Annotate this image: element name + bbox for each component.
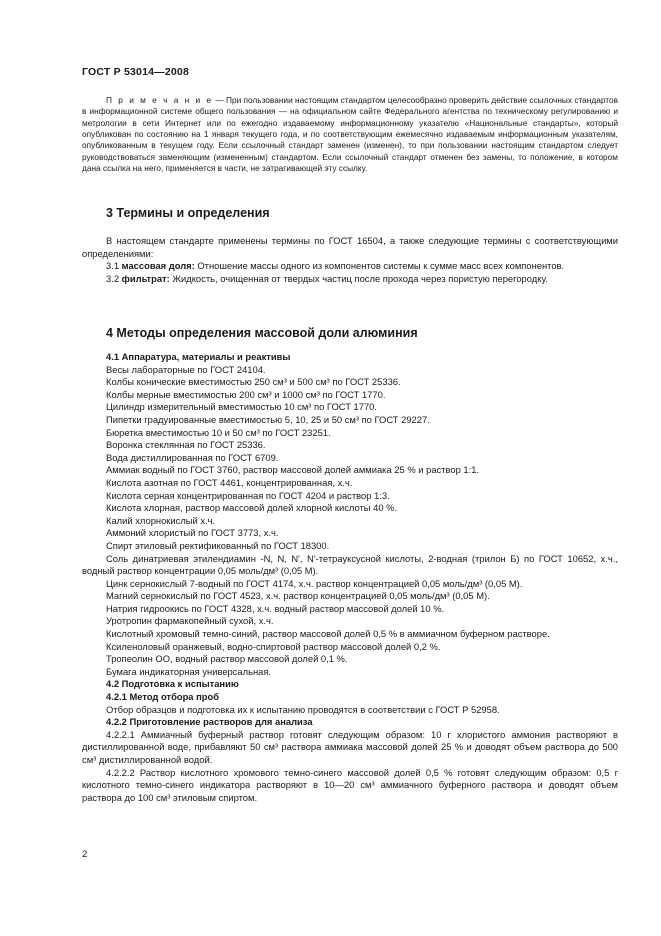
list-item: Спирт этиловый ректификованный по ГОСТ 18300. [106, 539, 330, 551]
list-item: Воронка стеклянная по ГОСТ 25336. [106, 439, 266, 451]
term-3-1-definition: Отношение массы одного из компонентов системы к сумме масс всех компонентов. [194, 260, 565, 272]
list-item: Кислота серная концентрированная по ГОСТ 4204 и раствор 1:3. [106, 489, 390, 501]
subsection-4-2-2-heading: 4.2.2 Приготовление растворов для анализа [106, 716, 313, 728]
section-4-body [82, 351, 618, 804]
section-4-heading: 4 Методы определения массовой доли алюминия [106, 326, 418, 340]
subsection-4-2-heading: 4.2 Подготовка к испытанию [106, 678, 239, 690]
list-item: Соль динатриевая этилендиамин -N, N, N', N'-тетрауксусной кислоты, 2-водная (трилон Б) по ГОСТ 10652, х.ч., водный раствор концентрации 0,05 моль/дм³ (0,05 М). [82, 552, 618, 577]
list-item: Натрия гидроокись по ГОСТ 4328, х.ч. водный раствор массовой долей 10 %. [106, 602, 445, 614]
list-item: Пипетки градуированные вместимостью 5, 10, 25 и 50 см³ по ГОСТ 29227. [106, 413, 430, 425]
term-3-1: 3.1 массовая доля: Отношение массы одного из компонентов системы к сумме масс всех компонентов. [106, 260, 565, 272]
note-block [82, 95, 618, 174]
section-3-intro: В настоящем стандарте применены термины по ГОСТ 16504, а также следующие термины с соответствующими определениями: [82, 235, 618, 259]
list-item: Весы лабораторные по ГОСТ 24104. [106, 363, 266, 375]
list-item: Кислотный хромовый темно-синий, раствор массовой долей 0,5 % в аммиачном буферном растворе. [106, 628, 550, 640]
note-text: — При пользовании настоящим стандартом целесообразно проверить действие ссылочных стандартов в информационной системе общего пользования — на официальном сайте Федерального агентства по техническому регулированию и метрологии в сети Интернет или по ежегодно издаваемому информационному указателю «Национальные стандарты», который опубликован по состоянию на 1 января текущего года, и по соответствующим ежемесячно издаваемым информационным указателям, опубликованным в текущем году. Если ссылочный стандарт заменен (изменен), то при пользовании настоящим стандартом следует руководствоваться заменяющим (измененным) стандартом. Если ссылочный стандарт отменен без замены, то положение, в котором дана ссылка на него, применяется в части, не затрагивающей эту ссылку. [82, 95, 618, 174]
paragraph-4-2-1: Отбор образцов и подготовка их к испытанию проводятся в соответствии с ГОСТ Р 52958. [106, 703, 500, 715]
note-paragraph [82, 95, 618, 174]
section-3-body [82, 235, 618, 285]
subsection-4-1-heading: 4.1 Аппаратура, материалы и реактивы [106, 351, 291, 362]
list-item: Колбы мерные вместимостью 200 см³ и 1000 см³ по ГОСТ 1770. [106, 388, 386, 400]
term-3-1-name: массовая доля: [121, 260, 195, 272]
list-item: Колбы конические вместимостью 250 см³ и 500 см³ по ГОСТ 25336. [106, 376, 401, 388]
term-3-2-name: фильтрат: [121, 272, 170, 284]
paragraph-4-2-2-1: 4.2.2.1 Аммиачный буферный раствор готовят следующим образом: 10 г хлористого аммония растворяют в дистиллированной воде, прибавляют 50 см³ раствора аммиака массовой долей 25 % и доводят объем раствора до 500 см³ дистиллированной водой. [82, 728, 618, 765]
list-item: Бумага индикаторная универсальная. [106, 665, 272, 677]
list-item: Калий хлорнокислый х.ч. [106, 514, 216, 526]
list-item: Уротропин фармакопейный сухой, х.ч. [106, 615, 274, 627]
term-3-2-definition: Жидкость, очищенная от твердых частиц после прохода через пористую перегородку. [169, 272, 548, 284]
list-item: Тропеолин ОО, водный раствор массовой долей 0,1 %. [106, 653, 348, 665]
section-3-heading: 3 Термины и определения [106, 206, 270, 220]
list-item: Кислота азотная по ГОСТ 4461, концентрированная, х.ч. [106, 476, 353, 488]
list-item: Цилиндр измерительный вместимостью 10 см³ по ГОСТ 1770. [106, 401, 377, 413]
page-number: 2 [82, 849, 88, 860]
list-item: Бюретка вместимостью 10 и 50 см³ по ГОСТ 23251. [106, 426, 331, 438]
subsection-4-2-1-heading: 4.2.1 Метод отбора проб [106, 691, 220, 703]
paragraph-4-2-2-2: 4.2.2.2 Раствор кислотного хромового темно-синего массовой долей 0,5 % готовят следующим образом: 0,5 г кислотного темно-синего индикатора растворяют в 10—20 см³ аммиачного буферного раствора и доводят объем раствора до 100 см³ этиловым спиртом. [82, 766, 618, 803]
list-item: Кислота хлорная, раствор массовой долей хлорной кислоты 40 %. [106, 502, 398, 514]
page-header: ГОСТ Р 53014—2008 [82, 66, 190, 78]
term-3-2: 3.2 фильтрат: Жидкость, очищенная от твердых частиц после прохода через пористую перегородку. [106, 272, 548, 284]
list-item: Вода дистиллированная по ГОСТ 6709. [106, 451, 279, 463]
list-item: Магний сернокислый по ГОСТ 4523, х.ч. раствор концентрацией 0,05 моль/дм³ (0,05 М). [106, 590, 490, 602]
list-item: Ксиленоловый оранжевый, водно-спиртовой раствор массовой долей 0,2 %. [106, 640, 441, 652]
list-item: Аммоний хлористый по ГОСТ 3773, х.ч. [106, 527, 279, 539]
note-label: П р и м е ч а н и е [106, 95, 214, 105]
list-item: Цинк сернокислый 7-водный по ГОСТ 4174, х.ч. раствор концентрацией 0,05 моль/дм³ (0,05 М). [106, 577, 523, 589]
list-item: Аммиак водный по ГОСТ 3760, раствор массовой долей аммиака 25 % и раствор 1:1. [106, 464, 480, 476]
